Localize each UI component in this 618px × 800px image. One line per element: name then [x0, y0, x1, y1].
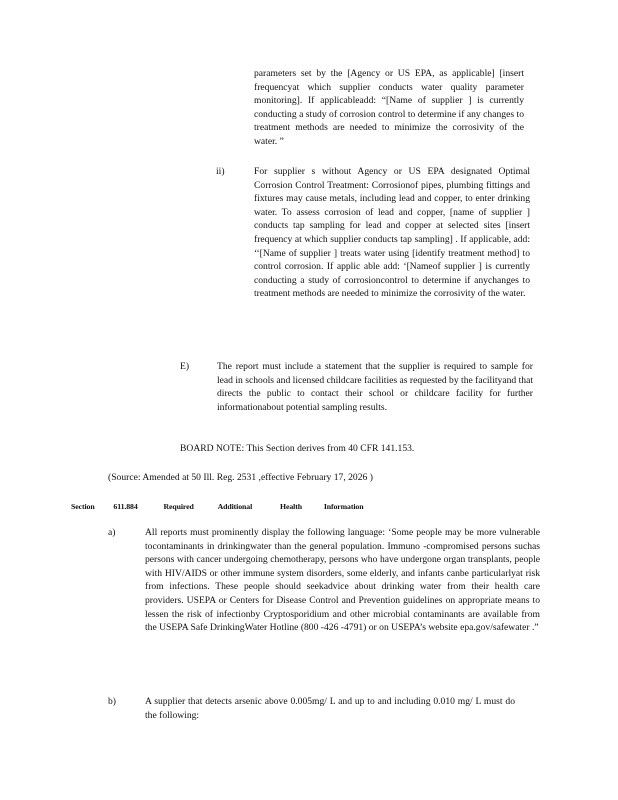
section-number: 611.884 — [113, 502, 138, 511]
section-title-word: Additional — [217, 502, 253, 511]
board-note: BOARD NOTE: This Section derives from 40 CFR 141.153. — [180, 443, 415, 454]
item-a-paragraph: All reports must prominently display the following language: ‘Some people may be more vulnerable tocontaminants in drinkingwater than the general population. Immuno -compromised persons suchas persons with cancer undergoing chemotherapy, persons who have undergone organ transplants, people with HIV/AIDS or other immune system disorders, some elderly, and infants canbe particularlyat risk from infections. These people should seekadvice about drinking water from their health care providers. USEPA or Centers for Disease Control and Prevention guidelines on appropriate means to lessen the risk of infectionby Cryptosporidium and other microbial contaminants are available from the USEPA Safe DrinkingWater Hotline (800 -426 -4791) or on USEPA’s website epa.gov/safewater .” — [145, 527, 540, 634]
item-e-paragraph: The report must include a statement that the supplier is required to sample for lead in schools and licensed childcare facilities as requested by the facilityand that directs the public to contact their school or childcare facility for further informationabout potential sampling results. — [217, 361, 533, 413]
item-e-marker: E) — [180, 361, 190, 372]
item-b-marker: b) — [108, 696, 116, 707]
item-b-paragraph: A supplier that detects arsenic above 0.005mg/ L and up to and including 0.010 mg/ L must do the following: — [145, 696, 515, 721]
item-ii-marker: ii) — [216, 166, 225, 177]
source-note: (Source: Amended at 50 Ill. Reg. 2531 ,effective February 17, 2026 ) — [108, 472, 373, 483]
corrosion-study-paragraph: parameters set by the [Agency or US EPA, as applicable] [insert frequencyat which supplier conducts water quality parameter monitoring]. If applicableadd: “[Name of supplier ] is currently conducting a study of corrosion control to determine if any changes to treatment methods are needed to minimize the corrosivity of the water. ” — [254, 68, 524, 147]
item-a-marker: a) — [108, 527, 116, 538]
section-heading — [71, 500, 363, 514]
section-label: Section — [71, 502, 95, 511]
section-title-word: Health — [280, 502, 302, 511]
section-title-word: Required — [163, 502, 194, 511]
item-ii-paragraph: For supplier s without Agency or US EPA designated Optimal Corrosion Control Treatment: Corrosionof pipes, plumbing fittings and fixtures may cause metals, including lead and copper, to enter drinking water. To assess corrosion of lead and copper, [name of supplier ] conducts tap sampling for lead and copper at selected sites [insert frequency at which supplier conducts tap sampling] . If applicable, add: ‘‘[Name of supplier ] treats water using [identify treatment method] to control corrosion. If applic able add: ‘[Nameof supplier ] is currently conducting a study of corrosioncontrol to determine if anychanges to treatment methods are needed to minimize the corrosivity of the water. — [254, 166, 530, 300]
section-title-word: Information — [323, 502, 364, 511]
